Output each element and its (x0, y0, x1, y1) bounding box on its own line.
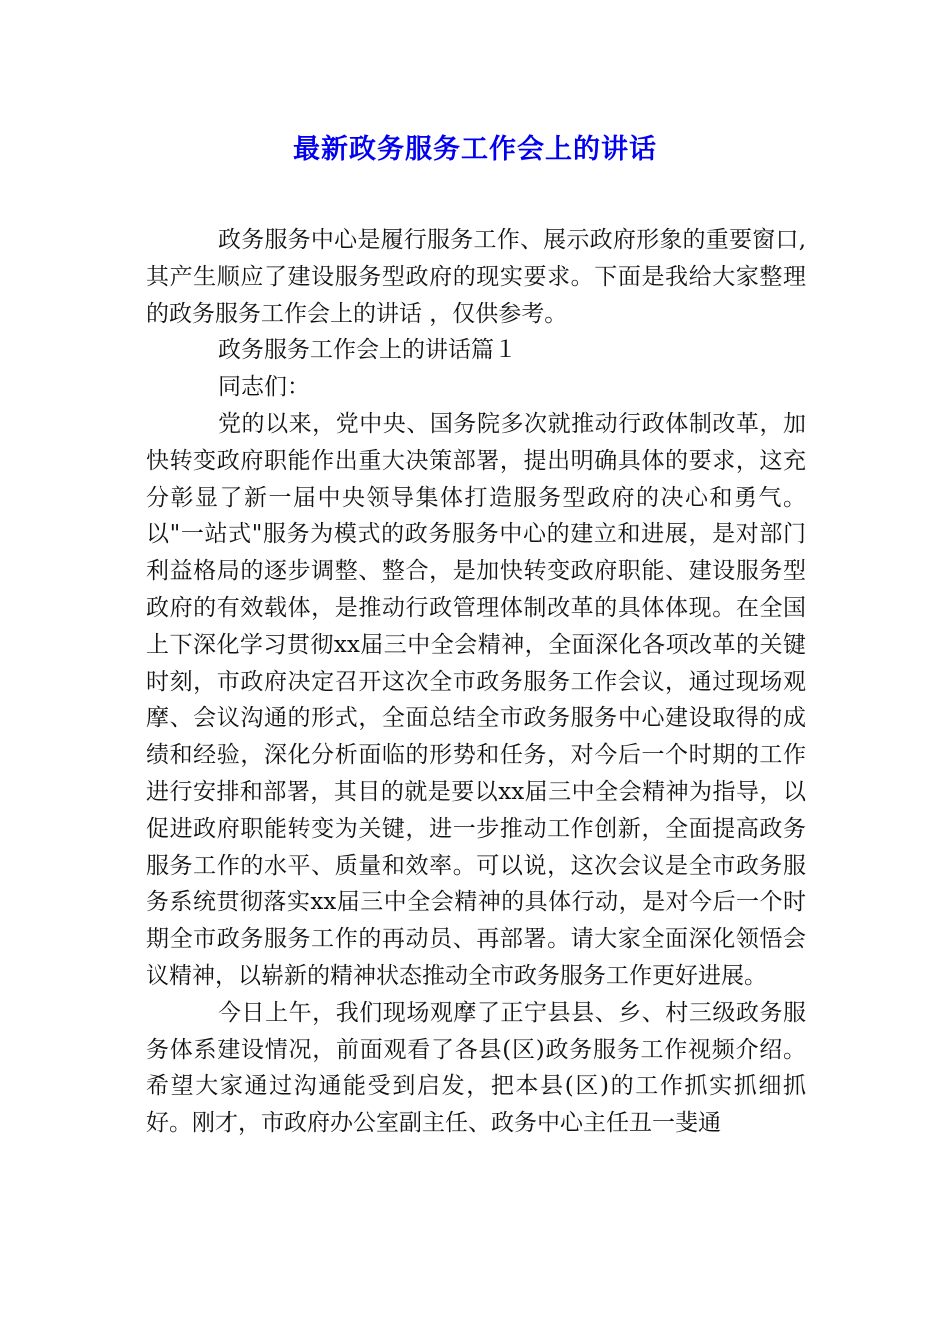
paragraph-salutation: 同志们： (218, 374, 310, 401)
paragraph-continuation: 今日上午，我们现场观摩了正宁县县、乡、村三级政务服务体系建设情况，前面观看了各县(区)政务服务工作视频介绍。希望大家通过沟通能受到启发，把本县(区)的工作抓实抓细抓好。刚才，市政府办公室副主任、政务中心主任丑一斐通 (146, 999, 806, 1137)
document-title: 最新政务服务工作会上的讲话 (293, 134, 657, 165)
document-body (146, 222, 806, 1142)
paragraph-intro: 政务服务中心是履行服务工作、展示政府形象的重要窗口,其产生顺应了建设服务型政府的现实要求。下面是我给大家整理的政务服务工作会上的讲话 ，仅供参考。 (146, 227, 806, 327)
paragraph-main: 党的以来，党中央、国务院多次就推动行政体制改革，加快转变政府职能作出重大决策部署，提出明确具体的要求，这充分彰显了新一届中央领导集体打造服务型政府的决心和勇气。以"一站式"服务为模式的政务服务中心的建立和进展，是对部门利益格局的逐步调整、整合，是加快转变政府职能、建设服务型政府的有效载体，是推动行政管理体制改革的具体体现。在全国上下深化学习贯彻xx届三中全会精神，全面深化各项改革的关键时刻，市政府决定召开这次全市政务服务工作会议，通过现场观摩、会议沟通的形式，全面总结全市政务服务中心建设取得的成绩和经验，深化分析面临的形势和任务，对今后一个时期的工作进行安排和部署，其目的就是要以xx届三中全会精神为指导，以促进政府职能转变为关键，进一步推动工作创新，全面提高政务服务工作的水平、质量和效率。可以说，这次会议是全市政务服务系统贯彻落实xx届三中全会精神的具体行动，是对今后一个时期全市政务服务工作的再动员、再部署。请大家全面深化领悟会议精神，以崭新的精神状态推动全市政务服务工作更好进展。 (146, 410, 806, 989)
paragraph-section-heading: 政务服务工作会上的讲话篇１ (218, 337, 517, 364)
